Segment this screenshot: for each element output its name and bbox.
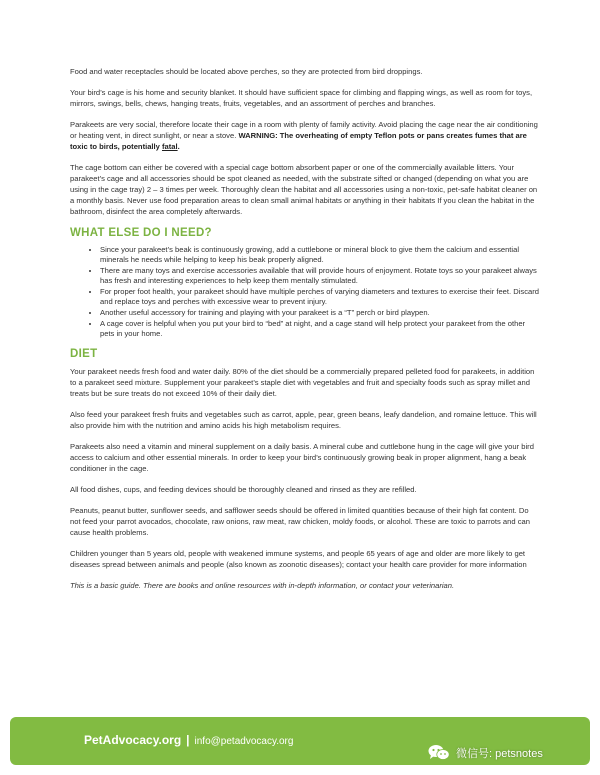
- diet-paragraph: All food dishes, cups, and feeding devices should be thoroughly cleaned and rinsed as they are refilled.: [70, 484, 417, 494]
- diet-paragraph: Children younger than 5 years old, people with weakened immune systems, and people 65 years of age and older are more likely to get diseases spread between animals and people (also known as zoonotic diseases); contact your health care provider for more information: [70, 548, 527, 569]
- closing-note: This is a basic guide. There are books and online resources with in-depth information, or contact your veterinarian.: [70, 580, 455, 590]
- wechat-id: 微信号: petsnotes: [456, 747, 543, 760]
- fatal-word: fatal: [161, 142, 178, 151]
- list-item: • For proper foot health, your parakeet should have multiple perches of varying diameters and textures to exercise their feet. Discard and replace toys and perches with excessive wear to prevent injury.: [100, 287, 540, 308]
- document-body: [70, 66, 540, 601]
- social-text: Parakeets are very social, therefore locate their cage in a room with plenty of family activity. Avoid placing the cage near the air conditioning or heating vent, in direct sunlight, or near a stove.: [70, 120, 538, 140]
- brand-link[interactable]: PetAdvocacy.org: [84, 733, 182, 747]
- list-item: • Another useful accessory for training and playing with your parakeet is a “T” perch or bird playpen.: [100, 308, 540, 318]
- diet-paragraph: Your parakeet needs fresh food and water daily. 80% of the diet should be a commercially prepared pelleted food for parakeets, in addition to a parakeet seed mixture. Supplement your parakeet’s staple diet with vegetables and fruit and specialty foods such as spray millet and treats but be sure treats do not exceed 10% of their daily diet.: [70, 366, 535, 398]
- list-item: • Since your parakeet’s beak is continuously growing, add a cuttlebone or mineral block to give them the calcium and essential minerals he needs while helping to keep his beak properly aligned.: [100, 245, 540, 266]
- section-heading-need: WHAT ELSE DO I NEED?: [70, 227, 212, 239]
- receptacles-paragraph: Food and water receptacles should be located above perches, so they are protected from bird droppings.: [70, 67, 423, 76]
- warning-end: .: [177, 142, 180, 151]
- diet-paragraph: Also feed your parakeet fresh fruits and vegetables such as carrot, apple, pear, green beans, leafy dandelion, and romaine lettuce. This will also provide him with the nutrition and amino acids his high metabolism requires.: [70, 409, 537, 430]
- need-list: [70, 245, 540, 340]
- email-link[interactable]: info@petadvocacy.org: [194, 736, 294, 747]
- teflon-warning: WARNING: The overheating of empty Teflon pots or pans creates fumes that are toxic to birds, potentially: [70, 131, 527, 151]
- wechat-watermark: [428, 744, 543, 761]
- list-item: • A cage cover is helpful when you put your bird to “bed” at night, and a cage stand will help protect your parakeet from the other pets in your home.: [100, 319, 540, 340]
- footer-bar: [10, 717, 590, 765]
- section-heading-diet: DIET: [70, 347, 98, 360]
- diet-paragraph: Peanuts, peanut butter, sunflower seeds, and safflower seeds should be offered in limited quantities because of their high fat content. Do not feed your parrot avocados, chocolate, raw onions, raw meat, raw chicken, moldy foods, or alcohol. These are toxic to parrots and can cause health problems.: [70, 505, 530, 537]
- wechat-icon: [428, 744, 450, 761]
- footer-contact: [84, 733, 293, 747]
- social-paragraph: [70, 119, 540, 152]
- cleaning-paragraph: The cage bottom can either be covered with a special cage bottom absorbent paper or one of the commercially available litters. Your parakeet’s cage and all accessories should be spot cleaned as needed, with the substrate sifted or changed (depending on what you are using in the cage tray) 2 – 3 times per week. Thoroughly clean the habitat and all accessories using a non-toxic, pet-safe habitat cleaner on a monthly basis. Never use food preparation areas to clean small animal habitats or anything in their habitats If you clean the habitat in the bathroom, disinfect the area completely afterwards.: [70, 163, 538, 216]
- cage-home-paragraph: Your bird’s cage is his home and security blanket. It should have sufficient space for climbing and flapping wings, as well as room for toys, mirrors, swings, bells, chews, hanging treats, fruits, vegetables, and an assortment of perches and branches.: [70, 88, 533, 108]
- list-item: • There are many toys and exercise accessories available that will provide hours of enjoyment. Rotate toys so your parakeet always has fresh and interesting experiences to help keep them mentally stimulated.: [100, 266, 540, 287]
- diet-paragraph: Parakeets also need a vitamin and mineral supplement on a daily basis. A mineral cube and cuttlebone hung in the cage will give your bird access to calcium and other essential minerals. In order to keep your bird’s continuously growing beak in proper alignment, hang a beak conditioner in the cage.: [70, 441, 534, 473]
- footer-separator: |: [186, 733, 190, 747]
